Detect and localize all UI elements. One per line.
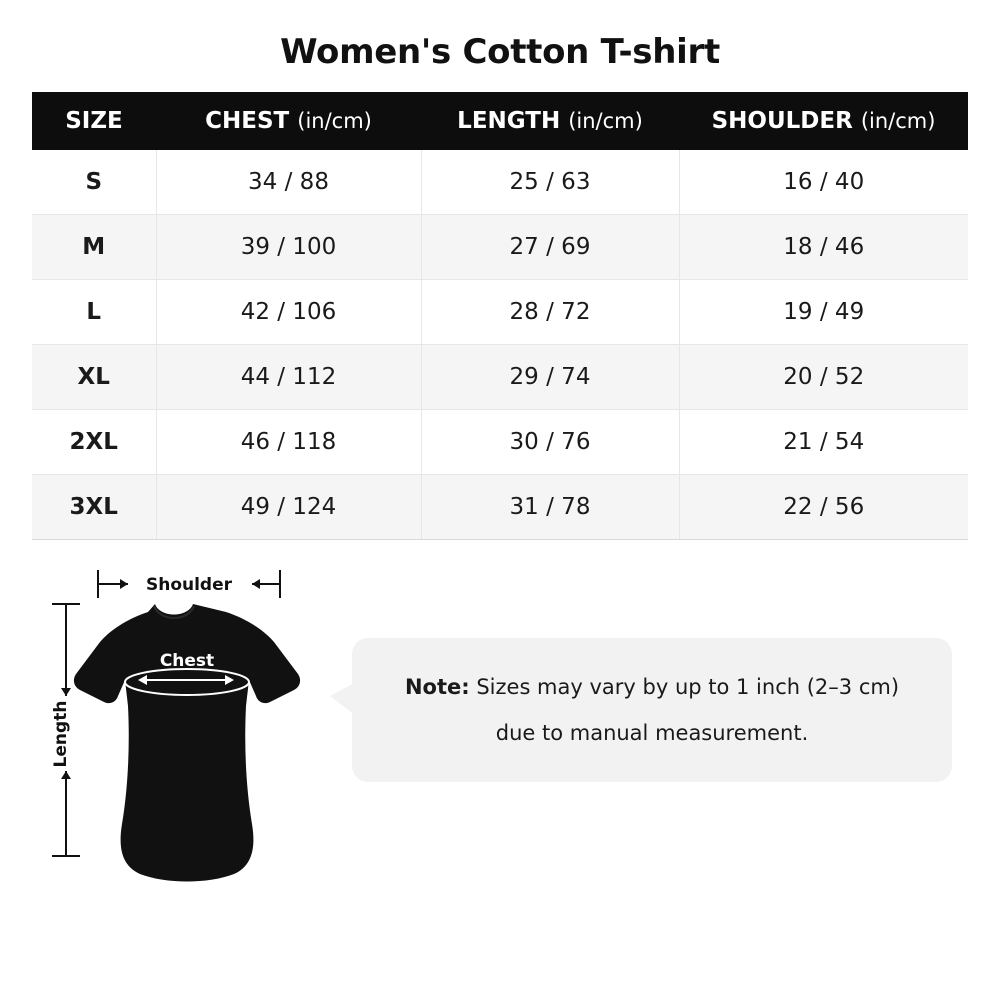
- tshirt-silhouette: [74, 604, 300, 882]
- note-line-1: [382, 664, 922, 710]
- cell-size: XL: [32, 345, 156, 410]
- column-header-shoulder: [679, 92, 968, 150]
- cell-size: 2XL: [32, 410, 156, 475]
- table-row: [32, 150, 968, 215]
- cell-length: 25 / 63: [421, 150, 679, 215]
- chest-label: Chest: [159, 651, 215, 671]
- column-header-size: [32, 92, 156, 150]
- cell-length: 27 / 69: [421, 215, 679, 280]
- size-chart-table: [32, 92, 968, 540]
- column-header-chest: [156, 92, 421, 150]
- column-header-chest-label: CHEST: [205, 108, 290, 134]
- table-body: [32, 150, 968, 540]
- shoulder-arrow-right: [252, 579, 260, 589]
- cell-length: 28 / 72: [421, 280, 679, 345]
- cell-size: S: [32, 150, 156, 215]
- table-row: [32, 280, 968, 345]
- note-bubble: [352, 638, 952, 782]
- cell-size: L: [32, 280, 156, 345]
- column-header-size-label: SIZE: [65, 108, 123, 134]
- column-header-shoulder-unit: (in/cm): [860, 109, 936, 133]
- table-row: [32, 475, 968, 540]
- cell-shoulder: 18 / 46: [679, 215, 968, 280]
- note-line-2: due to manual measurement.: [495, 721, 809, 745]
- cell-length: 30 / 76: [421, 410, 679, 475]
- shoulder-label: Shoulder: [145, 575, 233, 595]
- length-arrow-bottom: [61, 771, 71, 779]
- column-header-length: [421, 92, 679, 150]
- column-header-chest-unit: (in/cm): [297, 109, 372, 133]
- column-header-length-unit: (in/cm): [568, 109, 643, 133]
- cell-chest: 34 / 88: [156, 150, 421, 215]
- page-title: Women's Cotton T-shirt: [280, 32, 720, 72]
- table-header-row: [32, 92, 968, 150]
- column-header-shoulder-label: SHOULDER: [711, 108, 853, 134]
- cell-chest: 44 / 112: [156, 345, 421, 410]
- cell-chest: 46 / 118: [156, 410, 421, 475]
- cell-length: 29 / 74: [421, 345, 679, 410]
- column-header-length-label: LENGTH: [457, 108, 561, 134]
- cell-length: 31 / 78: [421, 475, 679, 540]
- length-arrow-top: [61, 688, 71, 696]
- shoulder-arrow-left: [120, 579, 128, 589]
- cell-size: 3XL: [32, 475, 156, 540]
- table-row: [32, 345, 968, 410]
- table-row: [32, 215, 968, 280]
- cell-shoulder: 20 / 52: [679, 345, 968, 410]
- table-row: [32, 410, 968, 475]
- cell-size: M: [32, 215, 156, 280]
- table-header: [32, 92, 968, 150]
- length-label: Length: [51, 700, 71, 768]
- cell-shoulder: 21 / 54: [679, 410, 968, 475]
- cell-chest: 49 / 124: [156, 475, 421, 540]
- cell-chest: 42 / 106: [156, 280, 421, 345]
- tshirt-diagram: [30, 556, 360, 886]
- cell-shoulder: 19 / 49: [679, 280, 968, 345]
- cell-shoulder: 22 / 56: [679, 475, 968, 540]
- note-label: Note:: [404, 675, 470, 699]
- cell-chest: 39 / 100: [156, 215, 421, 280]
- measurement-guide-section: [0, 556, 1000, 896]
- cell-shoulder: 16 / 40: [679, 150, 968, 215]
- note-text-1: Sizes may vary by up to 1 inch (2–3 cm): [469, 675, 900, 699]
